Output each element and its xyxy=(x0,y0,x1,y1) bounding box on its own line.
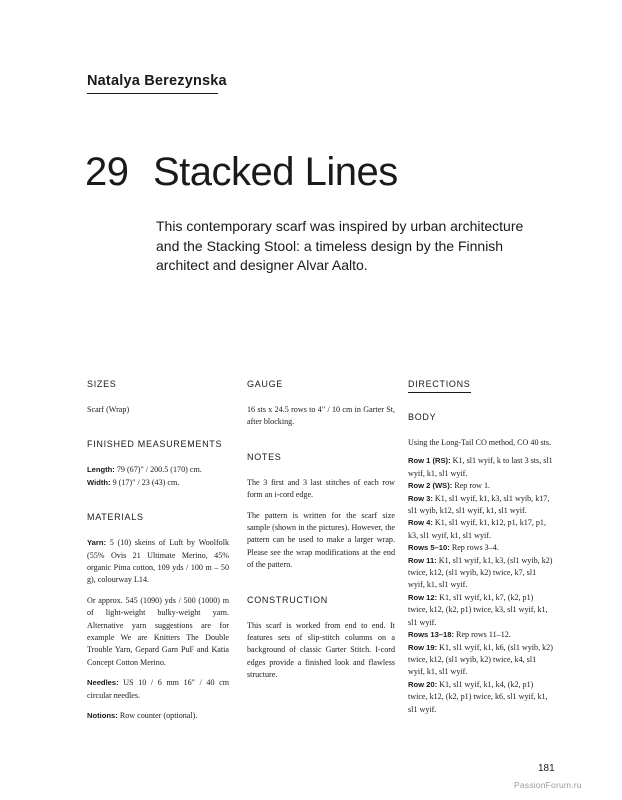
width-value: 9 (17)" / 23 (43) cm. xyxy=(110,477,180,487)
finished-length xyxy=(87,464,229,476)
author-underline xyxy=(87,93,218,94)
row-label: Rows 13–18: xyxy=(408,630,455,640)
intro-paragraph: This contemporary scarf was inspired by urban architecture and the Stacking Stool: a timeless design by the Finnish architect and designer Alvar Aalto. xyxy=(156,218,524,273)
row-label: Row 4: xyxy=(408,518,433,528)
row-instruction xyxy=(408,592,554,629)
row-label: Row 12: xyxy=(408,592,438,602)
watermark-text: PassionForum.ru xyxy=(514,780,582,790)
row-text: Rep rows 11–12. xyxy=(454,630,511,640)
row-instruction xyxy=(408,542,554,554)
pattern-title xyxy=(85,150,398,195)
body-intro: Using the Long-Tail CO method, CO 40 sts. xyxy=(408,438,552,447)
materials-heading: MATERIALS xyxy=(87,512,144,523)
row-text: K1, sl1 wyif, k1, k6, (sl1 wyib, k2) twice, k12, (sl1 wyib, k2) twice, k4, sl1 wyif, k1, sl1 wyif. xyxy=(408,642,553,677)
row-text: K1, sl1 wyif, k1, k3, (sl1 wyib, k2) twice, k12, (sl1 wyib, k2) twice, k7, sl1 wyif, k1, sl1 wyif. xyxy=(408,555,553,590)
notes-paragraph-1: The 3 first and 3 last stitches of each row form an i-cord edge. xyxy=(247,477,395,500)
sizes-heading: SIZES xyxy=(87,379,117,389)
row-instruction xyxy=(408,455,554,480)
length-label: Length: xyxy=(87,465,115,475)
construction-text: This scarf is worked from end to end. It features sets of slip-stitch columns on a background of classic Garter Stitch. I-cord edges provide a finished look and flawless structure. xyxy=(247,620,395,680)
notes-paragraph-2: The pattern is written for the scarf size sample (shown in the pictures). However, the pattern can be used to make a larger wrap. Please see the wrap modifications at the end of the pattern. xyxy=(247,510,395,570)
author-name: Natalya Berezynska xyxy=(87,73,227,89)
row-text: Rep row 1. xyxy=(452,481,491,491)
row-label: Row 2 (WS): xyxy=(408,481,453,491)
gauge-text: 16 sts x 24.5 rows to 4" / 10 cm in Garter St, after blocking. xyxy=(247,405,395,427)
materials-alternative: Or approx. 545 (1090) yds / 500 (1000) m of light-weight bulky-weight yarn. Alternative yarn suggestions are for example We are Knitters The Double Trouble Yarn, Gepard Garn PuF and Katia Concept Cotton Merino. xyxy=(87,595,229,667)
yarn-value: 5 (10) skeins of Luft by Woolfolk (55% Ovis 21 Ultimate Merino, 45% organic Pima cotton, 109 yds / 100 m – 50 g), colourway L14. xyxy=(87,538,229,585)
notions-value: Row counter (optional). xyxy=(117,711,198,721)
column-left xyxy=(87,378,229,723)
row-label: Row 20: xyxy=(408,679,438,689)
row-text: K1, sl1 wyif, k1, k7, (k2, p1) twice, k12, (k2, p1) twice, k3, sl1 wyif, k1, sl1 wyif. xyxy=(408,592,548,627)
construction-heading: CONSTRUCTION xyxy=(247,594,328,605)
notions-label: Notions: xyxy=(87,711,118,721)
finished-width xyxy=(87,477,229,489)
row-label: Row 11: xyxy=(408,555,437,565)
row-text: K1, sl1 wyif, k to last 3 sts, sl1 wyif, k1, sl1 wyif. xyxy=(408,456,553,478)
row-text: K1, sl1 wyif, k1, k3, sl1 wyib, k17, sl1 wyib, k12, sl1 wyif, k1, sl1 wyif. xyxy=(408,493,550,516)
row-instruction xyxy=(408,629,554,641)
directions-heading: DIRECTIONS xyxy=(408,378,471,393)
pattern-name: Stacked Lines xyxy=(153,150,398,194)
row-text: K1, sl1 wyif, k1, k12, p1, k17, p1, k3, sl1 wyif, k1, sl1 wyif. xyxy=(408,518,546,540)
row-instruction xyxy=(408,517,554,542)
materials-notions xyxy=(87,710,229,722)
row-instruction xyxy=(408,555,554,592)
row-label: Row 1 (RS): xyxy=(408,456,451,466)
page-number: 181 xyxy=(538,763,555,774)
yarn-label: Yarn: xyxy=(87,538,106,548)
column-right xyxy=(408,378,554,716)
row-instruction xyxy=(408,679,554,716)
sizes-text: Scarf (Wrap) xyxy=(87,405,130,414)
pattern-number: 29 xyxy=(85,150,129,194)
materials-needles xyxy=(87,677,229,702)
row-label: Row 3: xyxy=(408,493,433,503)
finished-heading: FINISHED MEASUREMENTS xyxy=(87,439,223,450)
materials-yarn xyxy=(87,537,229,587)
column-middle xyxy=(247,378,395,682)
gauge-heading: GAUGE xyxy=(247,379,284,389)
row-instruction xyxy=(408,493,554,518)
notes-heading: NOTES xyxy=(247,451,282,462)
row-text: Rep rows 3–4. xyxy=(449,543,499,553)
row-instructions xyxy=(408,455,554,716)
needles-label: Needles: xyxy=(87,678,119,688)
row-instruction xyxy=(408,642,554,679)
row-label: Rows 5–10: xyxy=(408,543,450,553)
length-value: 79 (67)" / 200.5 (170) cm. xyxy=(114,465,202,475)
needles-value: US 10 / 6 mm 16" / 40 cm circular needles. xyxy=(87,678,229,700)
body-heading: BODY xyxy=(408,412,437,422)
row-label: Row 19: xyxy=(408,642,438,652)
row-text: K1, sl1 wyif, k1, k4, (k2, p1) twice, k12, (k2, p1) twice, k6, sl1 wyif, k1, sl1 wyif. xyxy=(408,679,548,714)
width-label: Width: xyxy=(87,477,111,487)
row-instruction xyxy=(408,480,554,492)
